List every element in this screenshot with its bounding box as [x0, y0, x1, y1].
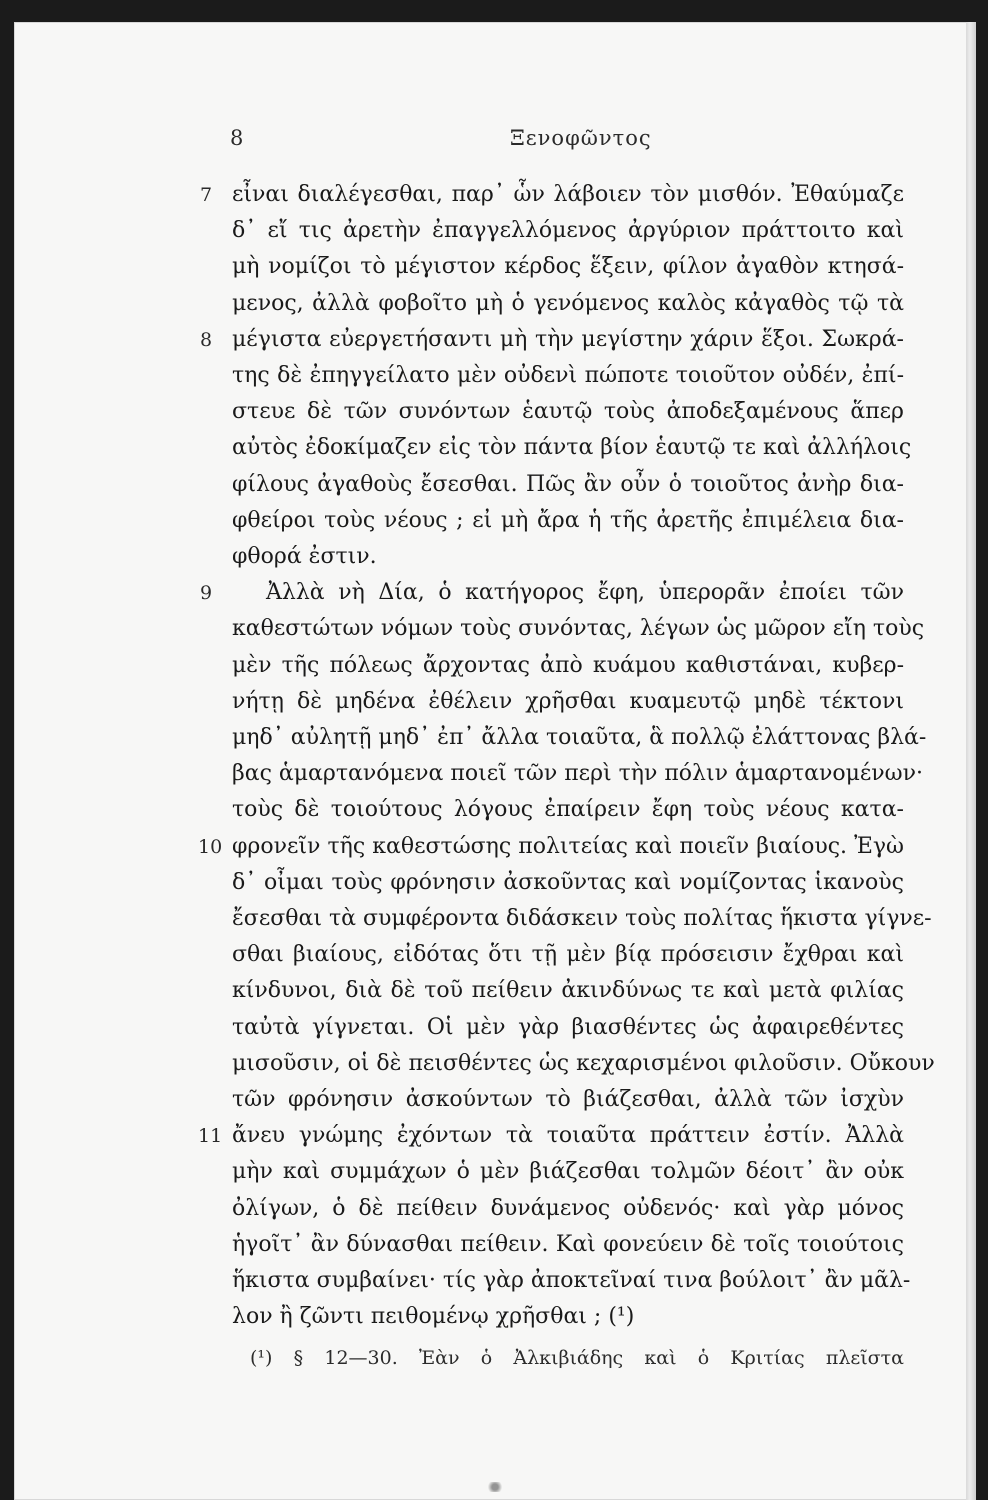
text-line: μὲν τῆς πόλεως ἄρχοντας ἀπὸ κυάμου καθιστάναι, κυβερ- [232, 652, 904, 678]
running-title: Ξενοφῶντος [510, 126, 652, 150]
section-number-9: 9 [200, 582, 213, 605]
footnote: (¹) § 12—30. Ἐὰν ὁ Ἀλκιβιάδης καὶ ὁ Κριτίας πλεῖστα [250, 1347, 904, 1369]
text-line: ἄνευ γνώμης ἐχόντων τὰ τοιαῦτα πράττειν ἐστίν. Ἀλλὰ [232, 1123, 904, 1149]
section-number-8: 8 [200, 328, 213, 351]
section-number-7: 7 [200, 184, 213, 206]
text-line: αὐτὸς ἐδοκίμαζεν εἰς τὸν πάντα βίον ἑαυτῷ τε καὶ ἀλλήλοις [232, 435, 912, 461]
text-line: κίνδυνοι, διὰ δὲ τοῦ πείθειν ἀκινδύνως τε καὶ μετὰ φιλίας [232, 978, 904, 1004]
text-line: στευε δὲ τῶν συνόντων ἑαυτῷ τοὺς ἀποδεξαμένους ἅπερ [232, 399, 904, 425]
text-line: λον ἢ ζῶντι πειθομένῳ χρῆσθαι ; (¹) [232, 1304, 635, 1330]
section-number-11: 11 [198, 1125, 223, 1148]
text-line: τοὺς δὲ τοιούτους λόγους ἐπαίρειν ἔφη τοὺς νέους κατα- [232, 797, 904, 823]
text-line: μὴν καὶ συμμάχων ὁ μὲν βιάζεσθαι τολμῶν δέοιτ᾽ ἂν οὐκ [232, 1159, 904, 1185]
ink-smudge [486, 1482, 504, 1492]
text-line: ταὐτὰ γίγνεται. Οἱ μὲν γὰρ βιασθέντες ὡς ἀφαιρεθέντες [232, 1014, 904, 1040]
text-line: φίλους ἀγαθοὺς ἔσεσθαι. Πῶς ἂν οὖν ὁ τοιοῦτος ἀνὴρ δια- [232, 471, 904, 497]
text-line: τῶν φρόνησιν ἀσκούντων τὸ βιάζεσθαι, ἀλλὰ τῶν ἰσχὺν [232, 1087, 904, 1112]
text-line: μισοῦσιν, οἱ δὲ πεισθέντες ὡς κεχαρισμένοι φιλοῦσιν. Οὔκουν [232, 1050, 935, 1076]
text-line: εἶναι διαλέγεσθαι, παρ᾽ ὧν λάβοιεν τὸν μισθόν. Ἐθαύμαζε [232, 182, 904, 207]
page-edge [966, 22, 976, 1500]
text-line: μενος, ἀλλὰ φοβοῖτο μὴ ὁ γενόμενος καλὸς κἀγαθὸς τῷ τὰ [232, 290, 904, 316]
text-line: ἔσεσθαι τὰ συμφέροντα διδάσκειν τοὺς πολίτας ἥκιστα γίγνε- [232, 906, 932, 931]
page-number: 8 [230, 126, 244, 150]
text-line: ἥκιστα συμβαίνει· τίς γὰρ ἀποκτεῖναί τινα βούλοιτ᾽ ἂν μᾶλ- [232, 1268, 911, 1293]
text-line: δ᾽ εἴ τις ἀρετὴν ἐπαγγελλόμενος ἀργύριον πράττοιτο καὶ [232, 218, 904, 244]
section-number-10: 10 [198, 835, 223, 858]
text-line: δ᾽ οἶμαι τοὺς φρόνησιν ἀσκοῦντας καὶ νομίζοντας ἱκανοὺς [232, 869, 904, 895]
text-line: φθείροι τοὺς νέους ; εἰ μὴ ἄρα ἡ τῆς ἀρετῆς ἐπιμέλεια δια- [232, 507, 904, 533]
text-line: μὴ νομίζοι τὸ μέγιστον κέρδος ἕξειν, φίλον ἀγαθὸν κτησά- [232, 254, 904, 280]
text-line: βας ἁμαρτανόμενα ποιεῖ τῶν περὶ τὴν πόλιν ἁμαρτανομένων· [232, 761, 923, 787]
text-line: μηδ᾽ αὐλητῇ μηδ᾽ ἐπ᾽ ἄλλα τοιαῦτα, ἃ πολλῷ ἐλάττονας βλά- [232, 725, 927, 750]
text-line: ἡγοῖτ᾽ ἂν δύνασθαι πείθειν. Καὶ φονεύειν δὲ τοῖς τοιούτοις [232, 1231, 904, 1257]
text-line: φθορά ἐστιν. [232, 544, 377, 569]
text-line: φρονεῖν τῆς καθεστώσης πολιτείας καὶ ποιεῖν βιαίους. Ἐγὼ [232, 833, 904, 859]
text-line: της δὲ ἐπηγγείλατο μὲν οὐδενὶ πώποτε τοιοῦτον οὐδέν, ἐπί- [232, 363, 904, 388]
book-page [14, 22, 976, 1500]
text-line: Ἀλλὰ νὴ Δία, ὁ κατήγορος ἔφη, ὑπερορᾶν ἐποίει τῶν [266, 580, 904, 606]
page-header [14, 126, 976, 156]
text-line: μέγιστα εὐεργετήσαντι μὴ τὴν μεγίστην χάριν ἕξοι. Σωκρά- [232, 326, 904, 352]
text-line: καθεστώτων νόμων τοὺς συνόντας, λέγων ὡς μῶρον εἴη τοὺς [232, 616, 925, 642]
text-line: ὀλίγων, ὁ δὲ πείθειν δυνάμενος οὐδενός· καὶ γὰρ μόνος [232, 1195, 904, 1221]
text-line: σθαι βιαίους, εἰδότας ὅτι τῇ μὲν βίᾳ πρόσεισιν ἔχθραι καὶ [232, 942, 904, 968]
text-line: νήτῃ δὲ μηδένα ἐθέλειν χρῆσθαι κυαμευτῷ μηδὲ τέκτονι [232, 688, 904, 714]
